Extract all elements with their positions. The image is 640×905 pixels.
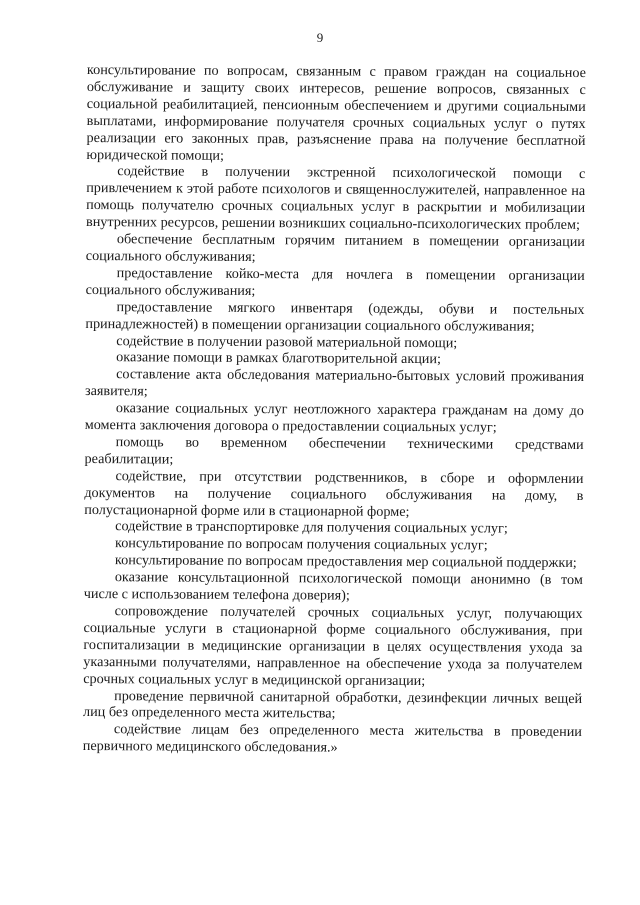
paragraph: содействие в получении экстренной психологической помощи с привлечением к этой работе психологов и священнослужителей, направленное на помощь получателю срочных социальных услуг в раскрытии и мобилизации внутренних ресурсов, решении возникших социально-психологических проблем; [85, 163, 586, 234]
paragraph: обеспечение бесплатным горячим питанием в помещении организации социального обслуживания; [85, 231, 585, 266]
page-number: 9 [316, 30, 324, 45]
paragraph: оказание консультационной психологической помощи анонимно (в том числе с использованием телефона доверия); [83, 569, 583, 604]
paragraph: содействие лицам без определенного места жительства в проведении первичного медицинского обследования.» [82, 721, 582, 756]
paragraph: содействие в получении разовой материальной помощи; [116, 332, 458, 351]
paragraph: оказание социальных услуг неотложного характера гражданам на дому до момента заключения договора о предоставлении социальных услуг; [84, 400, 584, 436]
paragraph: содействие в транспортировке для получения социальных услуг; [115, 518, 508, 538]
paragraph: помощь во временном обеспечении техническими средствами реабилитации; [84, 434, 584, 468]
paragraph: консультирование по вопросам, связанным с правом граждан на социальное обслуживание и защиту своих интересов, решение вопросов, связанных с социальной реабилитацией, пенсионным обеспечением и другими социальными выплатами, информирование получателя срочных социальных услуг о путях реализации его законных прав, разъяснение права на получение бесплатной юридической помощи; [86, 62, 586, 164]
paragraph: сопровождение получателей срочных социальных услуг, получающих социальные услуги в стационарной форме социального обслуживания, при госпитализации в медицинские организации в целях осуществления ухода за указанными получателями, направленное на обеспечение ухода за получателем срочных социальных услуг в медицинской организации; [83, 603, 583, 689]
paragraph: консультирование по вопросам получения социальных услуг; [115, 535, 488, 554]
paragraph: предоставление койко-места для ночлега в помещении организации социального обслуживания; [85, 265, 585, 299]
paragraph: оказание помощи в рамках благотворительной акции; [116, 349, 442, 368]
paragraph: проведение первичной санитарной обработки, дезинфекции личных вещей лиц без определенного места жительства; [82, 687, 583, 722]
body-text [83, 62, 586, 758]
paragraph: консультирование по вопросам предоставления мер социальной поддержки; [114, 552, 577, 572]
paragraph: содействие, при отсутствии родственников, в сборе и оформлении документов на получение социального обслуживания на дому, в полустационарной форме или в стационарной форме; [84, 467, 584, 520]
paragraph: предоставление мягкого инвентаря (одежды, обуви и постельных принадлежностей) в помещении организации социального обслуживания; [85, 298, 585, 335]
paragraph: составление акта обследования материально-бытовых условий проживания заявителя; [84, 366, 585, 400]
